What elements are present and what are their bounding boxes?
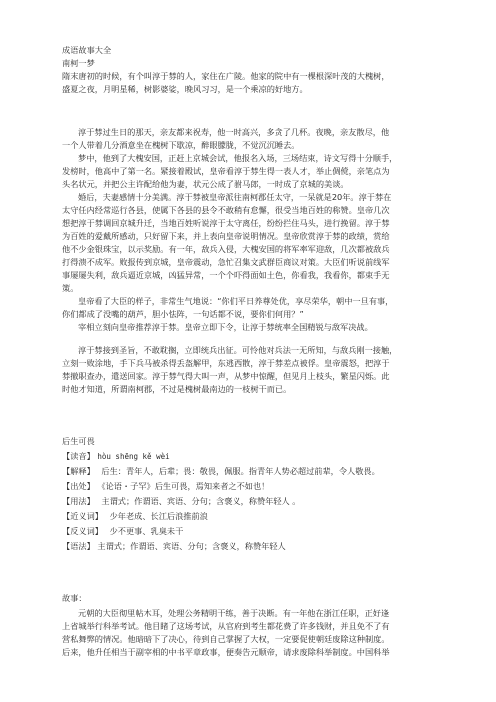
paragraph-line: 一个人带着几分酒意坐在槐树下歇凉，醉眼朦胧，不觉沉沉睡去。 [62,140,300,150]
field-label: 【读音】 [62,451,95,461]
idiom-field-antonyms [62,526,442,537]
idiom-field-grammar [62,541,442,552]
paragraph-line: 立刻一败涂地，手下兵马被杀得丢盔解甲，东逃西散，淳于棼差点被俘。皇帝震怒，把淳于 [62,358,390,368]
field-label: 【近义词】 [62,511,103,521]
paragraph-line: 淳于棼过生日的那天，亲友都来祝寿，他一时高兴，多贪了几杯。夜晚，亲友散尽，他 [78,127,390,137]
paragraph-line: 你们都成了没嘴的葫芦，胆小怯阵，一句话都不说，要你们何用？” [62,309,304,319]
idiom-field-pronunciation [62,451,442,462]
paragraph-line: 营私舞弊的情况。他暗暗下了决心，待到自己掌握了大权，一定要促使朝廷废除这种制度。 [62,634,390,644]
idiom-field-usage [62,496,442,507]
paragraph-line: 太守任内经常巡行各县，使属下各县的县令不敢稍有怠懈，很受当地百姓的称赞。皇帝几次 [62,205,390,215]
paragraph-line: 皇帝看了大臣的样子，非常生气地说：“你们平日养尊处优，享尽荣华，朝中一旦有事， [78,296,394,306]
field-value: 主谓式；作谓语、宾语、分句；含褒义，称赞年轻人 。 [101,496,301,506]
paragraph-line: 棼撤职查办，遣送回家。淳于棼气得大叫一声，从梦中惊醒，但见月上枝头，繁星闪烁。此 [62,371,390,381]
paragraph-line: 发榜时，他高中了第一名。紧接着殿试，皇帝看淳于棼生得一表人才，举止倜傥，亲笔点为 [62,166,390,176]
document-title: 成语故事大全 [62,45,112,55]
paragraph-line: 打得溃不成军。败报传到京城，皇帝震动，急忙召集文武群臣商议对策。大臣们听说前线军 [62,257,390,267]
paragraph-line: 策。 [62,283,79,293]
field-value: 《论语・子罕》后生可畏，焉知来者之不如也！ [97,481,270,491]
paragraph-line: 为百姓的爱戴所感动，只好留下来，并上表向皇帝说明情况。皇帝欣赏淳于棼的政绩，赏给 [62,231,390,241]
paragraph-line: 时他才知道，所谓南柯郡，不过是槐树最南边的一枝树干而已。 [62,384,292,394]
story-heading: 故事： [62,593,87,603]
field-value: 少不更事、乳臭未干 [109,526,184,536]
idiom-title: 后生可畏 [62,436,95,446]
idiom-field-explanation [62,466,442,477]
paragraph-line: 淳于棼接到圣旨，不敢耽搁，立即统兵出征。可怜他对兵法一无所知，与敌兵刚一接触， [78,345,398,355]
paragraph-line: 婚后，夫妻感情十分美满。淳于棼被皇帝派往南柯郡任太守，一呆就是20年。淳于棼在 [78,192,392,202]
idiom-field-synonyms [62,511,442,522]
paragraph-line: 盛夏之夜，月明星稀，树影婆娑，晚风习习，是一个乘凉的好地方。 [62,84,308,94]
paragraph-line: 上省城举行科举考试。他目睹了这场考试，从官府到考生都花费了许多钱财，并且免不了有 [62,621,390,631]
field-value: 主谓式；作谓语、宾语、分句；含褒义，称赞年轻人 [97,541,286,551]
paragraph-line: 元朝的大臣彻里帖木耳，处理公务精明干练，善于决断。有一年他在浙江任职，正好逢 [78,608,390,618]
field-label: 【解释】 [62,466,95,476]
paragraph-line: 后来，他升任相当于副宰相的中书平章政事，便奏告元顺帝，请求废除科举制度。中国科举 [62,647,390,657]
field-value: hòu shēng kě wèi [97,452,170,461]
paragraph-line: 隋末唐初的时候，有个叫淳于棼的人，家住在广陵。他家的院中有一棵根深叶茂的大槐树， [62,71,390,81]
paragraph-line: 梦中，他到了大槐安国，正赶上京城会试，他报名入场，三场结束，诗文写得十分顺手， [78,153,398,163]
idiom-field-source [62,481,442,492]
paragraph-line: 他不少金银珠宝，以示奖励。有一年，敌兵入侵，大槐安国的将军率军迎敌，几次都被敌兵 [62,244,390,254]
field-label: 【用法】 [62,496,95,506]
story-title: 南柯一梦 [62,58,95,68]
field-label: 【反义词】 [62,526,103,536]
field-value: 后生：青年人，后辈；畏：敬畏，佩服。指青年人势必超过前辈，令人敬畏。 [101,466,380,476]
field-label: 【出处】 [62,481,95,491]
paragraph-line: 头名状元，并把公主许配给他为妻，状元公成了驸马郎，一时成了京城的美谈。 [62,179,349,189]
field-label: 【语法】 [62,541,95,551]
paragraph-line: 宰相立刻向皇帝推荐淳于棼。皇帝立即下令，让淳于棼统率全国精锐与敌军决战。 [78,322,373,332]
field-value: 少年老成、长江后浪推前浪 [109,511,208,521]
paragraph-line: 事屡屡失利，敌兵逼近京城，凶猛异常，一个个吓得面如土色，你看我，我看你，都束手无 [62,270,390,280]
paragraph-line: 想把淳于棼调回京城升迁，当地百姓听说淳于太守离任，纷纷拦住马头，进行挽留。淳于棼 [62,218,390,228]
